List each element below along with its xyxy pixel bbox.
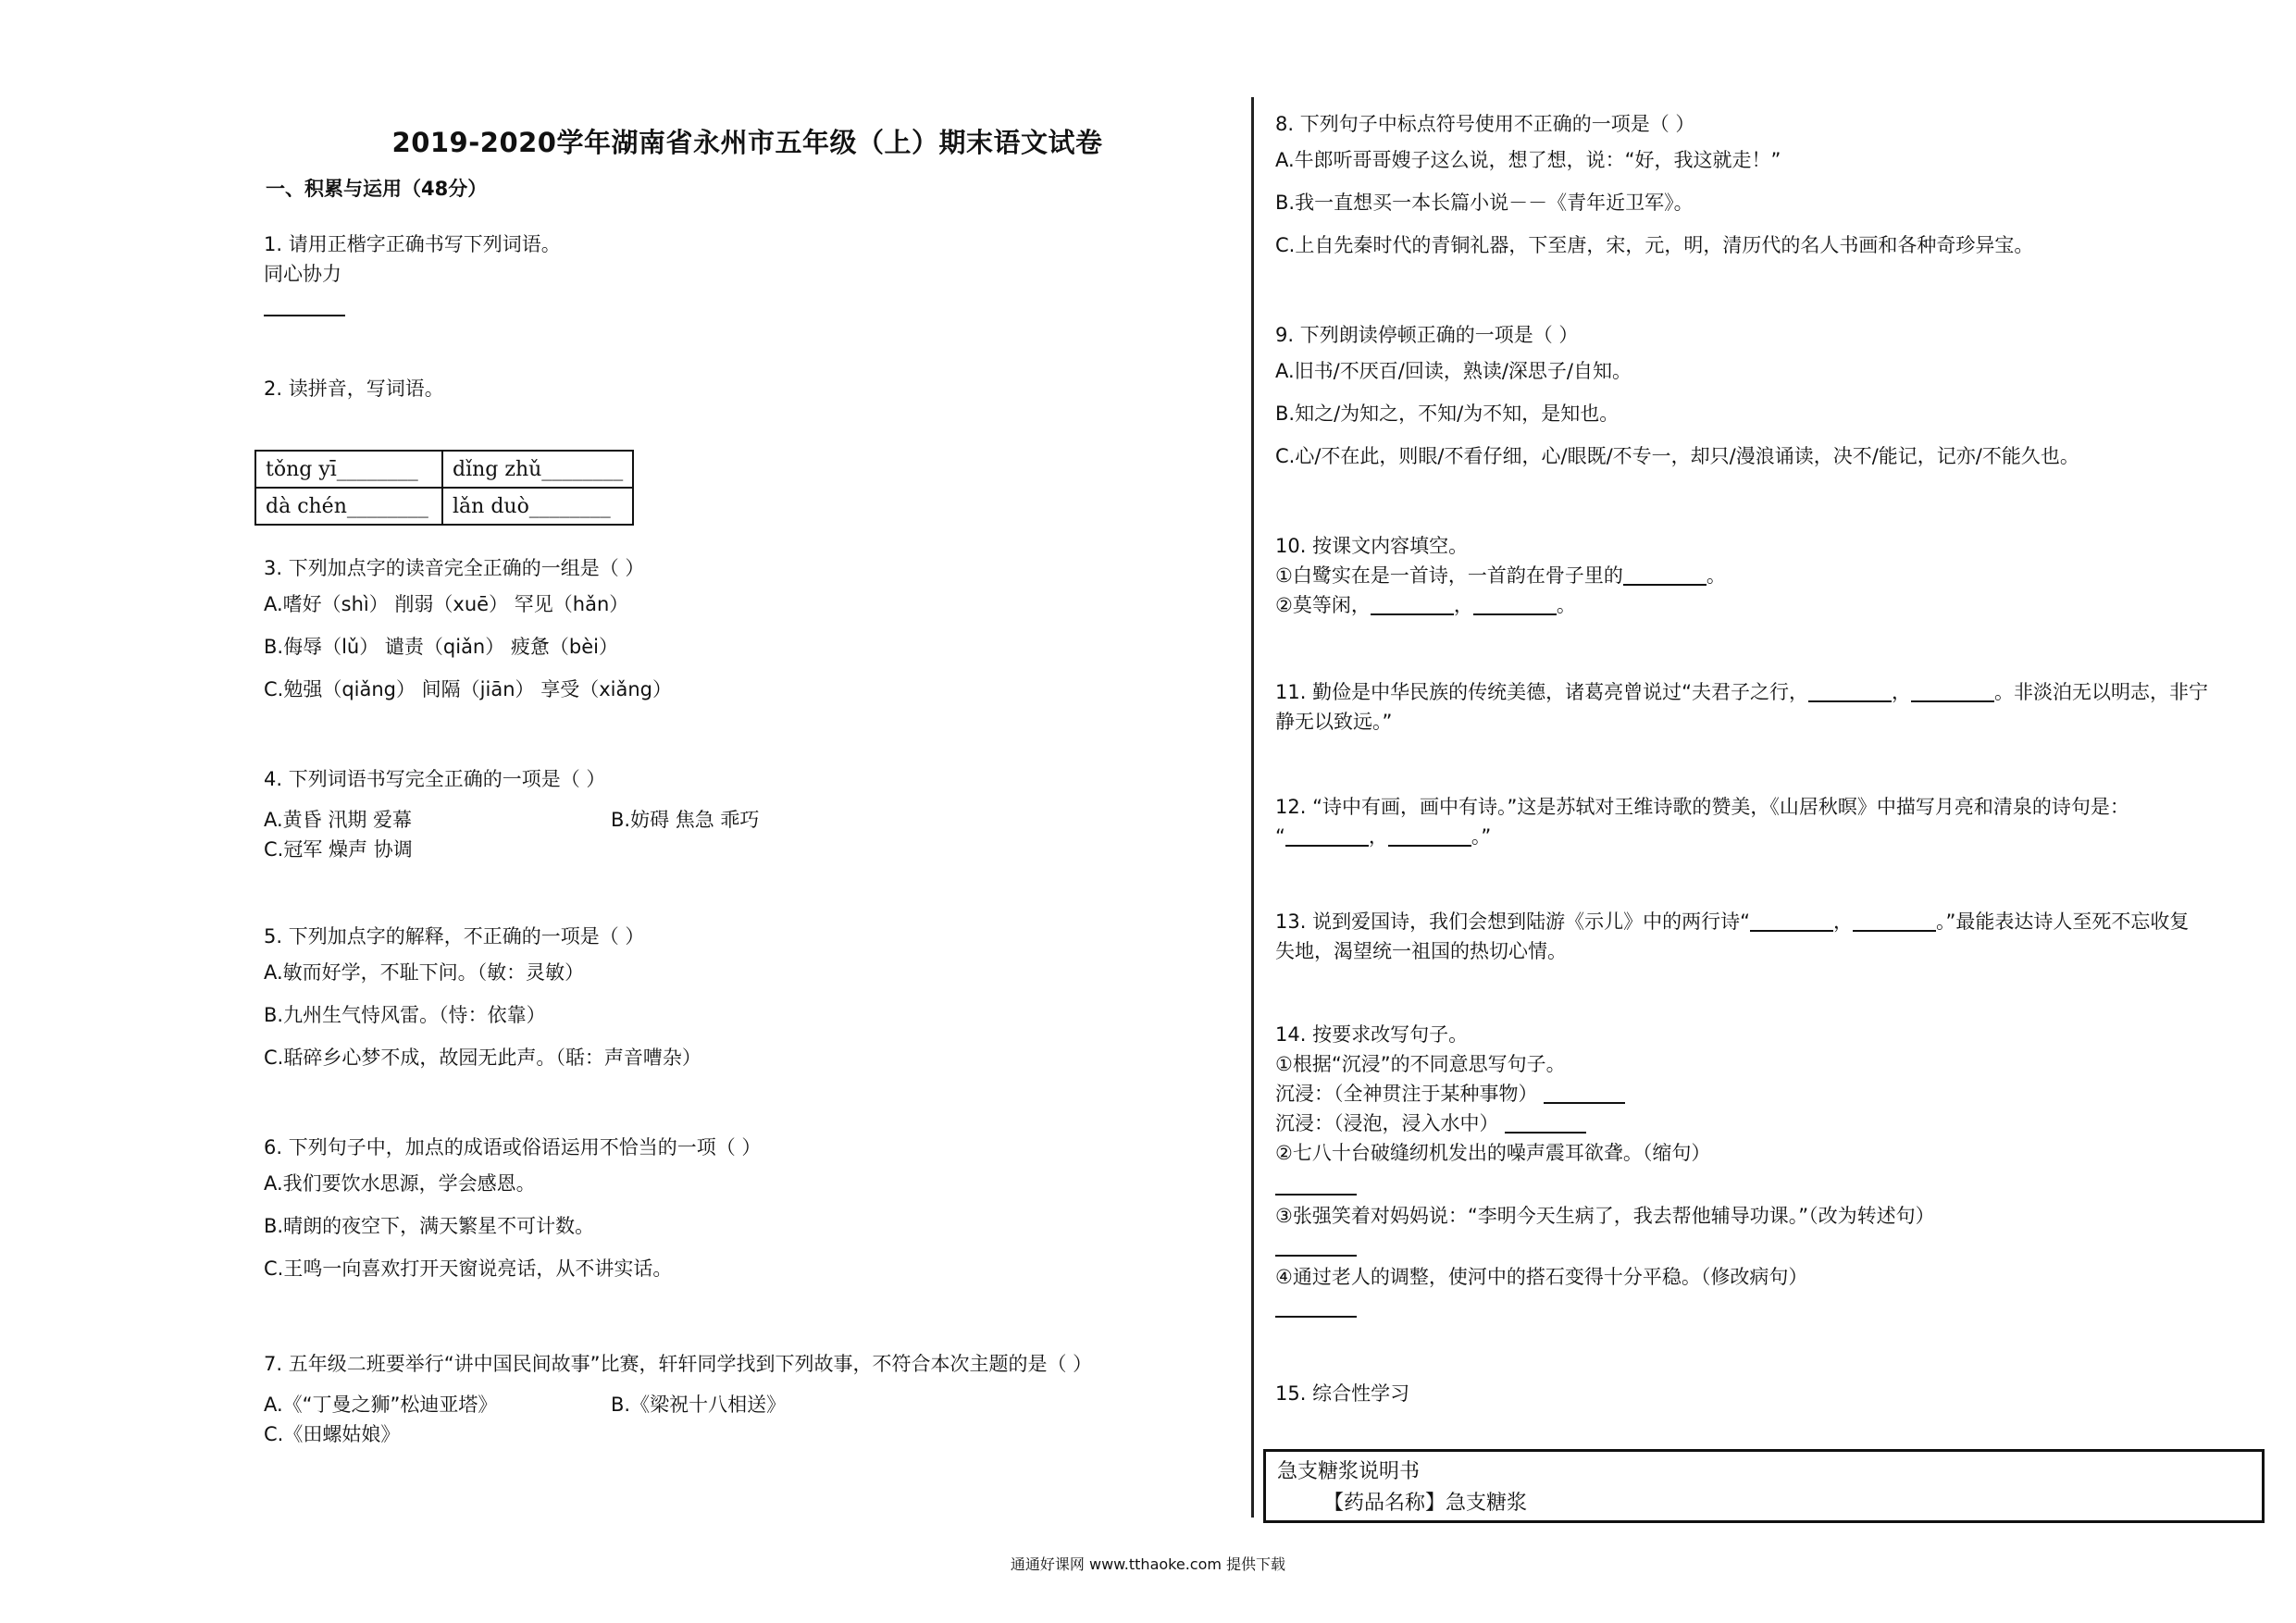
question-1 — [264, 229, 561, 289]
q11-line2: 静无以致远。” — [1275, 711, 1393, 733]
q13-line2: 失地，渴望统一祖国的热切心情。 — [1275, 940, 1567, 962]
q3-option-a[interactable]: A.嗜好（shì） 削弱（xuē） 罕见（hǎn） — [264, 593, 629, 615]
answer-blank[interactable] — [1505, 1132, 1586, 1134]
answer-blank[interactable] — [1808, 700, 1892, 702]
question-7 — [264, 1349, 1092, 1449]
q14-answer-line-2[interactable] — [1275, 1194, 1357, 1196]
q10-line2-end: 。 — [1556, 594, 1576, 616]
q6-option-c[interactable]: C.王鸣一向喜欢打开天窗说亮话，从不讲实话。 — [264, 1258, 673, 1280]
question-8 — [1275, 109, 2033, 266]
answer-blank[interactable] — [1623, 584, 1706, 586]
q10-line1-text: ①白鹭实在是一首诗，一首韵在骨子里的 — [1275, 564, 1623, 587]
q14-sub1: ①根据“沉浸”的不同意思写句子。 — [1275, 1053, 1566, 1075]
q12-open-quote: “ — [1275, 825, 1285, 848]
q10-line1-end: 。 — [1706, 564, 1726, 587]
q14-answer-line-4[interactable] — [1275, 1316, 1357, 1318]
q3-stem: 3. 下列加点字的读音完全正确的一组是（ ） — [264, 557, 645, 579]
q4-option-c[interactable]: C.冠军 燥声 协调 — [264, 838, 413, 861]
answer-blank[interactable] — [1911, 700, 1994, 702]
q14-sub1b: 沉浸：（浸泡，浸入水中） — [1275, 1112, 1499, 1134]
q8-stem: 8. 下列句子中标点符号使用不正确的一项是（ ） — [1275, 113, 1695, 135]
question-13 — [1275, 907, 2189, 966]
q6-option-b[interactable]: B.晴朗的夜空下，满天繁星不可计数。 — [264, 1215, 595, 1237]
question-5 — [264, 922, 701, 1079]
exam-title: 2019-2020学年湖南省永州市五年级（上）期末语文试卷 — [391, 127, 1103, 158]
q7-option-b[interactable]: B.《梁祝十八相送》 — [611, 1394, 787, 1416]
q3-option-c[interactable]: C.勉强（qiǎng） 间隔（jiān） 享受（xiǎng） — [264, 678, 672, 700]
box-line: 【药品名称】急支糖浆 — [1323, 1492, 1528, 1515]
q5-option-a[interactable]: A.敏而好学，不耻下问。（敏：灵敏） — [264, 961, 585, 984]
q6-stem: 6. 下列句子中，加点的成语或俗语运用不恰当的一项（ ） — [264, 1136, 762, 1158]
pinyin-table — [254, 450, 634, 526]
q14-sub3: ③张强笑着对妈妈说：“李明今天生病了，我去帮他辅导功课。”（改为转述句） — [1275, 1205, 1935, 1227]
q5-option-c[interactable]: C.聒碎乡心梦不成，故园无此声。（聒：声音嘈杂） — [264, 1047, 701, 1069]
answer-blank[interactable] — [1750, 930, 1833, 932]
question-4 — [264, 764, 759, 864]
q8-option-a[interactable]: A.牛郎听哥哥嫂子这么说，想了想，说：“好，我这就走！” — [1275, 149, 1781, 171]
q13-text-a: 13. 说到爱国诗，我们会想到陆游《示儿》中的两行诗“ — [1275, 911, 1750, 933]
q8-option-b[interactable]: B.我一直想买一本长篇小说－－《青年近卫军》。 — [1275, 192, 1694, 214]
pinyin-cell[interactable]: dà chén________ — [255, 488, 442, 525]
q11-text-a: 11. 勤俭是中华民族的传统美德，诸葛亮曾说过“夫君子之行， — [1275, 681, 1808, 703]
q10-line2-sep: ， — [1453, 594, 1473, 616]
q7-stem: 7. 五年级二班要举行“讲中国民间故事”比赛，轩轩同学找到下列故事，不符合本次主题的是（ ） — [264, 1353, 1093, 1375]
q1-stem: 1. 请用正楷字正确书写下列词语。 — [264, 233, 561, 255]
section-heading-1: 一、积累与运用（48分） — [266, 178, 488, 200]
q6-option-a[interactable]: A.我们要饮水思源，学会感恩。 — [264, 1172, 536, 1195]
q8-option-c[interactable]: C.上自先秦时代的青铜礼器，下至唐，宋，元，明，清历代的名人书画和各种奇珍异宝。 — [1275, 234, 2034, 256]
question-11 — [1275, 677, 2208, 737]
q13-text-c: 。”最能表达诗人至死不忘收复 — [1935, 911, 2190, 933]
q9-option-c[interactable]: C.心/不在此，则眼/不看仔细，心/眼既/不专一，却只/漫浪诵读，决不/能记，记亦/不能久也。 — [1275, 445, 2079, 467]
question-3 — [264, 553, 672, 711]
q7-option-c[interactable]: C.《田螺姑娘》 — [264, 1423, 401, 1445]
pinyin-cell[interactable]: dǐng zhǔ________ — [442, 451, 633, 488]
q5-stem: 5. 下列加点字的解释，不正确的一项是（ ） — [264, 925, 645, 948]
q11-sep: ， — [1891, 681, 1911, 703]
q14-sub1a: 沉浸：（全神贯注于某种事物） — [1275, 1083, 1538, 1105]
answer-blank[interactable] — [1388, 845, 1471, 847]
q1-word: 同心协力 — [264, 263, 341, 285]
answer-blank[interactable] — [1544, 1102, 1625, 1104]
q11-text-c: 。非淡泊无以明志，非宁 — [1993, 681, 2208, 703]
q12-line1: 12. “诗中有画，画中有诗。”这是苏轼对王维诗歌的赞美，《山居秋暝》中描写月亮和清泉的诗句是： — [1275, 796, 2129, 818]
q1-answer-line[interactable] — [264, 315, 345, 316]
q14-sub2: ②七八十台破缝纫机发出的噪声震耳欲聋。（缩句） — [1275, 1142, 1711, 1164]
answer-blank[interactable] — [1473, 613, 1557, 615]
column-divider — [1251, 97, 1254, 1518]
q3-option-b[interactable]: B.侮辱（lǔ） 谴责（qiǎn） 疲惫（bèi） — [264, 636, 619, 658]
q5-option-b[interactable]: B.九州生气恃风雷。（恃：依靠） — [264, 1004, 546, 1026]
pinyin-cell[interactable]: lǎn duò________ — [442, 488, 633, 525]
answer-blank[interactable] — [1371, 613, 1454, 615]
q12-end: 。” — [1471, 825, 1492, 848]
question-9 — [1275, 320, 2079, 477]
page-footer: 通通好课网 www.tthaoke.com 提供下载 — [1010, 1555, 1286, 1573]
q9-option-b[interactable]: B.知之/为知之，不知/为不知，是知也。 — [1275, 403, 1620, 425]
q15-stem: 15. 综合性学习 — [1275, 1382, 1410, 1405]
question-10 — [1275, 531, 1726, 620]
pinyin-cell[interactable]: tǒng yī________ — [255, 451, 442, 488]
q4-option-a[interactable]: A.黄昏 汛期 爱幕 — [264, 809, 413, 831]
medicine-instruction-box — [1263, 1449, 2265, 1523]
q10-line2-text: ②莫等闲， — [1275, 594, 1371, 616]
q4-option-b[interactable]: B.妨碍 焦急 乖巧 — [611, 809, 760, 831]
q14-sub4: ④通过老人的调整，使河中的搭石变得十分平稳。（修改病句） — [1275, 1266, 1808, 1288]
answer-blank[interactable] — [1285, 845, 1369, 847]
q9-option-a[interactable]: A.旧书/不厌百/回读，熟读/深思子/自知。 — [1275, 360, 1632, 382]
q12-sep: ， — [1368, 825, 1388, 848]
q2-stem: 2. 读拼音，写词语。 — [264, 378, 444, 400]
box-title: 急支糖浆说明书 — [1277, 1460, 1421, 1483]
q14-answer-line-3[interactable] — [1275, 1255, 1357, 1257]
answer-blank[interactable] — [1853, 930, 1936, 932]
question-6 — [264, 1133, 761, 1290]
q4-stem: 4. 下列词语书写完全正确的一项是（ ） — [264, 768, 606, 790]
q9-stem: 9. 下列朗读停顿正确的一项是（ ） — [1275, 324, 1579, 346]
question-14 — [1275, 1020, 1710, 1168]
q13-sep: ， — [1832, 911, 1853, 933]
q10-stem: 10. 按课文内容填空。 — [1275, 535, 1469, 557]
q14-stem: 14. 按要求改写句子。 — [1275, 1023, 1469, 1046]
q7-option-a[interactable]: A.《“丁曼之狮”松迪亚塔》 — [264, 1394, 498, 1416]
question-12 — [1275, 792, 2129, 851]
